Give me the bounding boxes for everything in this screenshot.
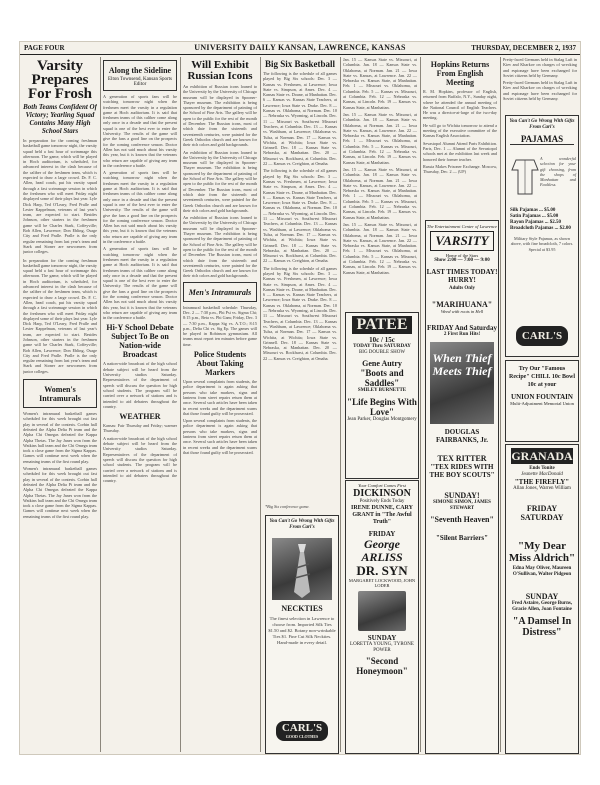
sideline-byline: Elton Townsend, Kansan Sports Editor bbox=[108, 77, 172, 87]
varsity-theater-ad bbox=[425, 220, 499, 754]
patee-film2: "Life Begins With Love" bbox=[347, 397, 417, 417]
granada-theater-ad bbox=[505, 444, 579, 754]
varsity-deck: Both Teams Confident Of Victory; Yearling Squad Contains Many High School Stars bbox=[23, 103, 97, 135]
hopkins-article-cont: He will go to Wichita tomorrow to attend a meeting of the executive committee of the Kansas English Association. bbox=[423, 122, 497, 139]
varsity-sunday-film: "Seventh Heaven" bbox=[430, 515, 494, 524]
carls-military-text: Military Style Pajamas, as shown above, with fine broadcloth, 7 colors. Special at $3.95 bbox=[510, 236, 574, 252]
dickinson-film1: IRENE DUNNE, CARY GRANT in "The Awful Truth" bbox=[351, 505, 413, 525]
newspaper-page bbox=[20, 42, 580, 754]
varsity-sunday-film2: "Silent Barriers" bbox=[436, 534, 488, 542]
union-chili-text: Try Our "Famous Recipe" CHILI. 10c Bowl 10c at your bbox=[509, 366, 575, 388]
bigsix-footnote: *Big Six conference game. bbox=[265, 504, 310, 509]
column-rule bbox=[260, 57, 261, 752]
bigsix-schedule: The following is the schedule of all games played by Big Six schools: Dec. 3 — Kansas vs. Freshmen, at Lawrence; Iowa State vs. Simpson, at Ames. Dec. 4 — Kansas State vs. Doane, at Manhattan. Dec. 6 — Kansas vs. Kansas State Teachers, at Lawrence; Iowa State vs. Drake. Dec. 8 — Kansas vs. Oklahoma, at Norman. Dec. 10 — Nebraska vs. Wyoming, at Lincoln. Dec. 11 — Missouri vs. Southwest Missouri Teachers, at Columbia. Dec. 13 — Kansas vs. Washburn, at Lawrence; Oklahoma vs. Tulsa, at Norman. Dec. 17 — Kansas vs. Wichita, at Wichita; Iowa State vs. Grinnell. Dec. 18 — Kansas State vs. Nebraska, at Manhattan. Dec. 20 — Missouri vs. Rockhurst, at Columbia. Dec. 22 — Kansas vs. Creighton, at Omaha. bbox=[263, 71, 337, 167]
varsity-friday: FRIDAY And Saturday bbox=[427, 324, 497, 332]
varsity-headline: Varsity Prepares For Frosh bbox=[27, 58, 93, 102]
granada-star: Jeanette MacDonald bbox=[521, 472, 563, 477]
column-5 bbox=[343, 57, 417, 312]
prisoner-article: Russia Makes Prisoner Exchange. Moscow, Thursday, Dec. 2 — (UP) bbox=[423, 163, 497, 175]
pajama-icon bbox=[510, 156, 540, 196]
mens-intramurals-box bbox=[183, 282, 257, 302]
carls-ad-tagline: You Can't Go Wrong With Gifts From Carl's bbox=[269, 519, 335, 530]
granada-cast3: Fred Astaire, George Burns, Gracie Allen, Joan Fontaine bbox=[511, 601, 573, 612]
hiy-article: A nation-wide broadcast of the high school debate subject will be heard from the University studios Saturday. Representatives of the department of speech will discuss the question for high school students. The program will be carried over a network of stations and is intended to aid debaters throughout the country. bbox=[103, 361, 177, 409]
patee-name: PATEE bbox=[352, 316, 412, 334]
dickinson-ends: Positively Ends Today bbox=[359, 499, 405, 504]
granada-name: GRANADA bbox=[511, 449, 573, 463]
patee-days: TODAY Thru SATURDAY bbox=[353, 344, 411, 349]
granada-film3: "A Damsel In Distress" bbox=[512, 616, 572, 638]
patee-film1: "Boots and Saddles" bbox=[360, 368, 404, 388]
womens-intramurals-box bbox=[23, 379, 97, 408]
mens-intramurals-heading: Men's Intramurals bbox=[188, 287, 252, 297]
carls-price-list bbox=[510, 208, 574, 252]
sideline-box bbox=[103, 60, 177, 91]
dickinson-cast3: LORETTA YOUNG, TYRONE POWER bbox=[350, 642, 414, 653]
carls-neckties-ad bbox=[265, 515, 339, 754]
varsity-article-cont: In preparation for the coming freshman basketball game tomorrow night, the varsity squad held a fast hour of scrimmage this afternoon. The game, which will be played in Hoch auditorium, is scheduled, for advanced interest in the clash because of the caliber of the freshmen team, which is expected to draw a large crowd. Dr. F. C. Allen, head coach, put his varsity squad through a fast scrimmage session in which the freshmen who will meet Friday night displayed some of their plays last year. Lyle Dick Harp, Ted O'Leary, Fred Pralle and Lester Kappelman, veterans of last year's team, are expected to start. Besides Johnson, other starters in the freshmen game will be Charles Stark, Coffeyville; Bob Allen, Lawrence; Don Ebling, Osage City and Fred Pralle. Pralle is the only regular remaining from last year's team and Stark and Stoner are newcomers from junior colleges. bbox=[23, 257, 97, 374]
bigsix-schedule-col5-cont2: Jan. 15 — Kansas State vs. Missouri, at Columbia. Jan. 18 — Kansas State vs. Oklahoma, at Norman. Jan. 21 — Iowa State vs. Kansas, at Lawrence. Jan. 22 — Nebraska vs. Kansas State, at Manhattan. Feb. 1 — Missouri vs. Oklahoma, at Columbia. Feb. 5 — Kansas vs. Missouri, at Columbia. Feb. 12 — Nebraska vs. Kansas, at Lincoln. Feb. 19 — Kansas vs. Kansas State, at Manhattan. bbox=[343, 166, 417, 220]
bigsix-schedule-col5-cont: Jan. 15 — Kansas State vs. Missouri, at Columbia. Jan. 18 — Kansas State vs. Oklahoma, at Norman. Jan. 21 — Iowa State vs. Kansas, at Lawrence. Jan. 22 — Nebraska vs. Kansas State, at Manhattan. Feb. 1 — Missouri vs. Oklahoma, at Columbia. Feb. 5 — Kansas vs. Missouri, at Columbia. Feb. 12 — Nebraska vs. Kansas, at Lincoln. Feb. 19 — Kansas vs. Kansas State, at Manhattan. bbox=[343, 111, 417, 165]
varsity-sunday: SUNDAY! bbox=[444, 491, 480, 500]
granada-ends: Ends Tonite bbox=[529, 466, 555, 471]
tex-ritter: TEX RITTER bbox=[437, 454, 487, 463]
union-fountain-name: UNION FOUNTAIN bbox=[511, 393, 573, 401]
column-2 bbox=[103, 57, 177, 752]
dickinson-theater-ad bbox=[345, 480, 419, 754]
issue-date: THURSDAY, DECEMBER 2, 1937 bbox=[471, 44, 576, 52]
dickinson-friday: FRIDAY bbox=[368, 530, 396, 538]
column-6 bbox=[423, 57, 497, 217]
bigsix-schedule-cont2: The following is the schedule of all games played by Big Six schools: Dec. 3 — Kansas vs. Freshmen, at Lawrence; Iowa State vs. Simpson, at Ames. Dec. 4 — Kansas State vs. Doane, at Manhattan. Dec. 6 — Kansas vs. Kansas State Teachers, at Lawrence; Iowa State vs. Drake. Dec. 8 — Kansas vs. Oklahoma, at Norman. Dec. 10 — Nebraska vs. Wyoming, at Lincoln. Dec. 11 — Missouri vs. Southwest Missouri Teachers, at Columbia. Dec. 13 — Kansas vs. Washburn, at Lawrence; Oklahoma vs. Tulsa, at Norman. Dec. 17 — Kansas vs. Wichita, at Wichita; Iowa State vs. Grinnell. Dec. 18 — Kansas State vs. Nebraska, at Manhattan. Dec. 20 — Missouri vs. Rockhurst, at Columbia. Dec. 22 — Kansas vs. Creighton, at Omaha. bbox=[263, 265, 337, 361]
womens-intramurals-heading: Women's Intramurals bbox=[39, 385, 81, 404]
bigsix-headline: Big Six Basketball bbox=[264, 59, 336, 69]
carls-pajamas-logo: CARL'S bbox=[516, 326, 568, 346]
varsity-film-tag: Weed with roots in Hell bbox=[440, 309, 484, 314]
varsity-showtimes: Show 2:00 — 7:00 — 9:00 bbox=[434, 258, 490, 263]
union-fountain-ad bbox=[505, 360, 579, 442]
police-article-cont: Upon several complaints from students, the police department is again asking that persons who take markers, signs and lanterns from street repairs return them at once. Several such articles have been taken in recent weeks and the department warns that those found guilty will be prosecuted. bbox=[183, 418, 257, 455]
patee-cast: Jean Parker, Douglas Montgomery bbox=[347, 417, 417, 422]
column-rule bbox=[180, 57, 181, 752]
dickinson-film3: "Second Honeymoon" bbox=[356, 656, 408, 676]
mens-intramurals-article: Intramural basketball schedule: Thursday, Dec. 2 — 7:30 p.m., Phi Psi vs. Sigma Chi; 8:15 p.m., Beta vs. Phi Gam; Friday, Dec. 3 — 7:30 p.m., Kappa Sig vs. A.T.O.; 8:15 p.m., Delta Chi vs. Sig Ep. The games will be played in Robinson gymnasium. All teams must report ten minutes before game time. bbox=[183, 304, 257, 347]
carls-ad-item: NECKTIES bbox=[281, 604, 323, 613]
carls-logo-sub: GOOD CLOTHES bbox=[285, 734, 319, 739]
patee-star2: SMILEY BURNETTE bbox=[357, 388, 407, 393]
granada-sunday: SUNDAY bbox=[525, 592, 559, 601]
patee-price: 10c / 15c bbox=[369, 336, 395, 344]
patee-star1: Gene Autry bbox=[362, 359, 402, 368]
carls-pajamas-tagline: You Can't Go Wrong With Gifts From Carl's bbox=[509, 119, 575, 130]
sideline-article: A generation of sports fans will be watching tomorrow night when the freshmen meet the varsity in a regulation game at Hoch auditorium. It is said that freshmen teams of this caliber come along only once in a decade and that the present squad is one of the best ever to enter the University. The results of the game will give the fans a good line on the prospects for the coming conference season. Doctor Allen has not said much about his varsity this year, but it is known that the veterans who return are capable of giving any team in the conference a battle. bbox=[103, 94, 177, 168]
column-rule bbox=[420, 57, 421, 752]
tex-film: "TEX RIDES WITH THE BOY SCOUTS" bbox=[429, 463, 495, 479]
bigsix-schedule-col5-cont3: Jan. 15 — Kansas State vs. Missouri, at Columbia. Jan. 18 — Kansas State vs. Oklahoma, at Norman. Jan. 21 — Iowa State vs. Kansas, at Lawrence. Jan. 22 — Nebraska vs. Kansas State, at Manhattan. Feb. 1 — Missouri vs. Oklahoma, at Columbia. Feb. 5 — Kansas vs. Missouri, at Columbia. Feb. 12 — Nebraska vs. Kansas, at Lincoln. Feb. 19 — Kansas vs. Kansas State, at Manhattan. bbox=[343, 221, 417, 275]
dickinson-extra: MARGARET LOCKWOOD, JOHN LODER bbox=[348, 578, 416, 588]
dickinson-film2: DR. SYN bbox=[356, 563, 408, 578]
icons-article: An exhibition of Russian icons loaned to the University by the University of Chicago museum will be displayed in Spooner-Thayer museum. The exhibition is being sponsored by the department of painting of the School of Fine Arts. The gallery will be open to the public for the rest of the month of December. The Russian icons, most of which date from the sixteenth and seventeenth centuries, were painted for the Greek Orthodox church and are known for their rich colors and gold backgrounds. bbox=[183, 84, 257, 148]
weather-heading: WEATHER bbox=[119, 412, 161, 422]
varsity-sub: Home of the Stars bbox=[445, 253, 479, 258]
varsity-ad-tagline: The Entertainment Center of Lawrence bbox=[426, 224, 498, 229]
column-7 bbox=[503, 57, 577, 112]
bigsix-schedule-cont: The following is the schedule of all games played by Big Six schools: Dec. 3 — Kansas vs. Freshmen, at Lawrence; Iowa State vs. Simpson, at Ames. Dec. 4 — Kansas State vs. Doane, at Manhattan. Dec. 6 — Kansas vs. Kansas State Teachers, at Lawrence; Iowa State vs. Drake. Dec. 8 — Kansas vs. Oklahoma, at Norman. Dec. 10 — Nebraska vs. Wyoming, at Lincoln. Dec. 11 — Missouri vs. Southwest Missouri Teachers, at Columbia. Dec. 13 — Kansas vs. Washburn, at Lawrence; Oklahoma vs. Tulsa, at Norman. Dec. 17 — Kansas vs. Wichita, at Wichita; Iowa State vs. Grinnell. Dec. 18 — Kansas State vs. Nebraska, at Manhattan. Dec. 20 — Missouri vs. Rockhurst, at Columbia. Dec. 22 — Kansas vs. Creighton, at Omaha. bbox=[263, 168, 337, 264]
exchange-article-cont: Pretty-faced Germans held in Stalag Luft in Kiev and Kharkov on charges of wrecking and espionage have been exchanged for Soviet citizens held by Germany. bbox=[503, 80, 577, 102]
carls-price-row: Silk Pajamas ... $5.00 bbox=[510, 208, 556, 213]
carls-pajamas-item: PAJAMAS bbox=[510, 134, 574, 145]
police-article: Upon several complaints from students, the police department is again asking that persons who take markers, signs and lanterns from street repairs return them at once. Several such articles have been taken in recent weeks and the department warns that those found guilty will be prosecuted. bbox=[183, 379, 257, 416]
varsity-first-run: 2 First Run Hits! bbox=[443, 332, 481, 337]
sideline-headline: Along the Sideline bbox=[108, 66, 172, 75]
granada-film: "THE FIREFLY" bbox=[514, 478, 570, 486]
varsity-last-times: LAST TIMES TODAY! HURRY! bbox=[426, 268, 498, 284]
varsity-logo: VARSITY bbox=[430, 231, 494, 251]
page-number: PAGE FOUR bbox=[24, 44, 65, 52]
carls-price-row: Rayon Pajamas ... $2.50 bbox=[510, 220, 561, 225]
newspaper-title: UNIVERSITY DAILY KANSAN, LAWRENCE, KANSAS bbox=[194, 43, 406, 52]
column-1 bbox=[23, 57, 97, 752]
carls-logo bbox=[276, 721, 328, 741]
carls-ad-text: The finest selection in Lawrence to choose from. Imported Silk Ties $1.50 and $2. Botany non-wrinkable Ties $1. Fine Cut Silk Neckties. Hand-made in every detail. bbox=[268, 616, 336, 645]
when-thief-meets-thief-art bbox=[430, 342, 494, 424]
granada-friday: FRIDAY SATURDAY bbox=[520, 504, 564, 522]
sevastopol-article: Sevastopol Alumni Attend Paris Exhibition. Paris, Dec. 1 — Alumni of the Sevastopol schools met at the exhibition last week and honored their former teacher. bbox=[423, 140, 497, 162]
column-3 bbox=[183, 57, 257, 752]
column-4 bbox=[263, 57, 337, 512]
granada-cast: Allan Jones, Warren William bbox=[513, 486, 571, 491]
dickinson-star: George ARLISS bbox=[361, 537, 403, 564]
hiy-article-cont: A nation-wide broadcast of the high school debate subject will be heard from the University studios Saturday. Representatives of the department of speech will discuss the question for high school students. The program will be carried over a network of stations and is intended to aid debaters throughout the country. bbox=[103, 435, 177, 484]
varsity-sunday-cast: SIMONE SIMON, JAMES STEWART bbox=[433, 500, 491, 511]
carls-ad-copy bbox=[268, 604, 336, 646]
weather-report: Kansas: Fair Thursday and Friday; warmer Thursday. bbox=[103, 423, 177, 434]
varsity-article: In preparation for the coming freshman basketball game tomorrow night, the varsity squad held a fast hour of scrimmage this afternoon. The game, which will be played in Hoch auditorium, is scheduled, for advanced interest in the clash because of the caliber of the freshmen team, which is expected to draw a large crowd. Dr. F. C. Allen, head coach, put his varsity squad through a fast scrimmage session in which the freshmen who will meet Friday night displayed some of their plays last year. Lyle Dick Harp, Ted O'Leary, Fred Pralle and Lester Kappelman, veterans of last year's team, are expected to start. Besides Johnson, other starters in the freshmen game will be Charles Stark, Coffeyville; Bob Allen, Lawrence; Don Ebling, Osage City and Fred Pralle. Pralle is the only regular remaining from last year's team and Stark and Stoner are newcomers from junior colleges. bbox=[23, 138, 97, 255]
carls-price-row: Broadcloth Pajamas ... $2.00 bbox=[510, 226, 571, 231]
bigsix-schedule-col5: Jan. 15 — Kansas State vs. Missouri, at Columbia. Jan. 18 — Kansas State vs. Oklahoma, at Norman. Jan. 21 — Iowa State vs. Kansas, at Lawrence. Jan. 22 — Nebraska vs. Kansas State, at Manhattan. Feb. 1 — Missouri vs. Oklahoma, at Columbia. Feb. 5 — Kansas vs. Missouri, at Columbia. Feb. 12 — Nebraska vs. Kansas, at Lincoln. Feb. 19 — Kansas vs. Kansas State, at Manhattan. bbox=[343, 57, 417, 110]
varsity-adults: Adults Only bbox=[449, 286, 475, 291]
icons-article-cont: An exhibition of Russian icons loaned to the University by the University of Chicago museum will be displayed in Spooner-Thayer museum. The exhibition is being sponsored by the department of painting of the School of Fine Arts. The gallery will be open to the public for the rest of the month of December. The Russian icons, most of which date from the sixteenth and seventeenth centuries, were painted for the Greek Orthodox church and are known for their rich colors and gold backgrounds. bbox=[183, 149, 257, 213]
carls-pajamas-text: A wonderful selection for your gift choosing, from the shops of Manhattan and Faultless. bbox=[540, 156, 576, 188]
carls-price-row: Satin Pajamas ... $5.00 bbox=[510, 214, 559, 219]
column-rule bbox=[500, 57, 501, 752]
hiy-headline: Hi-Y School Debate Subject To Be on Nation-wide Broadcast bbox=[106, 323, 174, 360]
column-rule bbox=[100, 57, 101, 752]
police-headline: Police Students About Taking Markers bbox=[193, 350, 247, 378]
patee-billing: BIG DOUBLE SHOW bbox=[358, 350, 406, 355]
carls-pajamas-ad bbox=[505, 115, 579, 357]
womens-intramurals-article-cont: Women's intramural basketball games scheduled for this week brought out fast play in several of the contests. Corbin hall defeated the Alpha Delta Pi team and the Alpha Chi Omegas defeated the Kappa Alpha Thetas. The Jay Janes won from the Watkins hall team and the Chi Omega team took a close game from the Sigma Kappas. Games will continue next week when the remaining teams of the first round play. bbox=[23, 466, 97, 519]
womens-intramurals-article: Women's intramural basketball games scheduled for this week brought out fast play in several of the contests. Corbin hall defeated the Alpha Delta Pi team and the Alpha Chi Omegas defeated the Kappa Alpha Thetas. The Jay Janes won from the Watkins hall team and the Chi Omega team took a close game from the Sigma Kappas. Games will continue next week when the remaining teams of the first round play. bbox=[23, 411, 97, 464]
masthead bbox=[20, 42, 580, 55]
exchange-article: Pretty-faced Germans held in Stalag Luft in Kiev and Kharkov on charges of wrecking and espionage have been exchanged for Soviet citizens held by Germany. bbox=[503, 57, 577, 78]
icons-article-cont2: An exhibition of Russian icons loaned to the University by the University of Chicago museum will be displayed in Spooner-Thayer museum. The exhibition is being sponsored by the department of painting of the School of Fine Arts. The gallery will be open to the public for the rest of the month of December. The Russian icons, most of which date from the sixteenth and seventeenth centuries, were painted for the Greek Orthodox church and are known for their rich colors and gold backgrounds. bbox=[183, 215, 257, 279]
column-rule bbox=[340, 57, 341, 752]
hopkins-headline: Hopkins Returns From English Meeting bbox=[430, 60, 490, 87]
dickinson-tagline: Your Comfort Comes First bbox=[358, 483, 406, 488]
icons-headline: Will Exhibit Russian Icons bbox=[187, 59, 253, 82]
dickinson-sunday: SUNDAY bbox=[367, 634, 397, 642]
hopkins-article: R. M. Hopkins, professor of English, returned from Buffalo, N.Y., Sunday night, where he attended the annual meeting of the National Council of English Teachers. He was a director-at-large of the two-day meeting. bbox=[423, 89, 497, 121]
union-fountain-sub: Multi-Adjustment Memorial Union bbox=[510, 401, 574, 406]
granada-cast2: Edna May Oliver, Maureen O'Sullivan, Walter Pidgeon bbox=[512, 566, 572, 577]
dickinson-photo bbox=[358, 591, 406, 631]
dickinson-name: DICKINSON bbox=[353, 488, 411, 499]
varsity-film: "MARIHUANA" bbox=[431, 300, 493, 309]
when-thief-star: DOUGLAS FAIRBANKS, Jr. bbox=[436, 428, 488, 444]
carls-logo-text: CARL'S bbox=[281, 722, 323, 734]
when-thief-title: When Thief Meets Thief bbox=[432, 351, 492, 378]
necktie-photo bbox=[272, 538, 332, 600]
patee-theater-ad bbox=[345, 312, 419, 479]
sideline-article-cont: A generation of sports fans will be watching tomorrow night when the freshmen meet the varsity in a regulation game at Hoch auditorium. It is said that freshmen teams of this caliber come along only once in a decade and that the present squad is one of the best ever to enter the University. The results of the game will give the fans a good line on the prospects for the coming conference season. Doctor Allen has not said much about his varsity this year, but it is known that the veterans who return are capable of giving any team in the conference a battle. bbox=[103, 170, 177, 245]
necktie-icon bbox=[272, 538, 332, 600]
granada-film2: "My Dear Miss Aldrich" bbox=[508, 540, 576, 564]
sideline-article-cont2: A generation of sports fans will be watching tomorrow night when the freshmen meet the varsity in a regulation game at Hoch auditorium. It is said that freshmen teams of this caliber come along only once in a decade and that the present squad is one of the best ever to enter the University. The results of the game will give the fans a good line on the prospects for the coming conference season. Doctor Allen has not said much about his varsity this year, but it is known that the veterans who return are capable of giving any team in the conference a battle. bbox=[103, 246, 177, 321]
